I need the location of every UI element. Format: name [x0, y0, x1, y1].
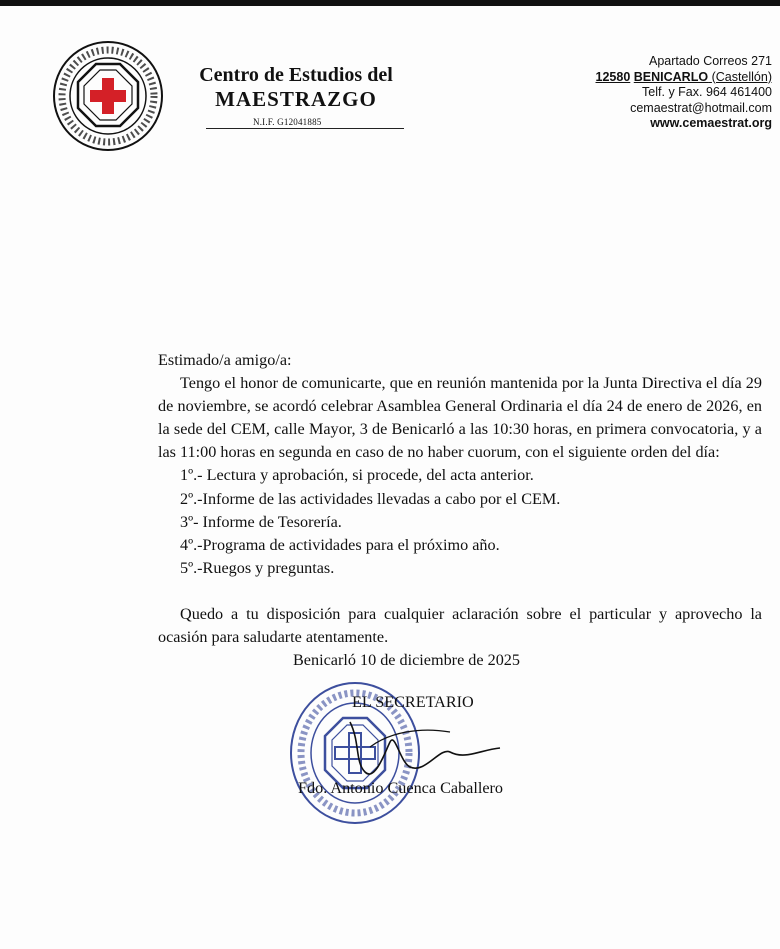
nif-number: N.I.F. G12041885: [253, 117, 322, 127]
province: (Castellón): [711, 69, 772, 84]
organization-name: [186, 64, 406, 112]
phone: Telf. y Fax. 964 461400: [642, 85, 772, 99]
intro-paragraph: Tengo el honor de comunicarte, que en reunión mantenida por la Junta Directiva el día 29 de noviembre, se acordó celebrar Asamblea General Ordinaria el día 24 de enero de 2026, en la sede del CEM, calle Mayor, 3 de Benicarló a las 10:30 horas, en primera convocatoria, y a las 11:00 horas en segunda en caso de no haber cuorum, con el siguiente orden del día:: [158, 374, 762, 462]
seal-logo-icon: [52, 40, 164, 152]
contact-block: [596, 54, 772, 132]
letter-body: [158, 349, 762, 672]
agenda-item-2: 2º.-Informe de las actividades llevadas a cabo por el CEM.: [180, 489, 561, 508]
org-name-line2: MAESTRAZGO: [215, 87, 377, 111]
top-border: [0, 0, 780, 6]
greeting: Estimado/a amigo/a:: [158, 351, 292, 369]
org-name-line1: Centro de Estudios del: [199, 64, 393, 86]
agenda-item-5: 5º.-Ruegos y preguntas.: [180, 558, 335, 577]
po-box: Apartado Correos 271: [649, 54, 772, 68]
agenda-item-1: 1º.- Lectura y aprobación, si procede, del acta anterior.: [180, 466, 534, 485]
city-line: [596, 70, 772, 86]
signatory-name: Fdo. Antonio Cuenca Caballero: [298, 779, 504, 797]
agenda-item-3: 3º- Informe de Tesorería.: [180, 512, 342, 531]
postal-code: 12580: [595, 69, 631, 84]
website: www.cemaestrat.org: [650, 116, 772, 130]
signatory-title: EL SECRETARIO: [352, 693, 474, 711]
header-rule: [206, 128, 404, 129]
agenda-item-4: 4º.-Programa de actividades para el próximo año.: [180, 535, 500, 554]
spacer: [158, 580, 762, 603]
city: BENICARLO: [633, 69, 709, 84]
email: cemaestrat@hotmail.com: [630, 100, 772, 115]
closing-paragraph: Quedo a tu disposición para cualquier aclaración sobre el particular y aprovecho la ocasión para saludarte atentamente.: [158, 604, 762, 647]
letter-date: Benicarló 10 de diciembre de 2025: [293, 651, 520, 670]
